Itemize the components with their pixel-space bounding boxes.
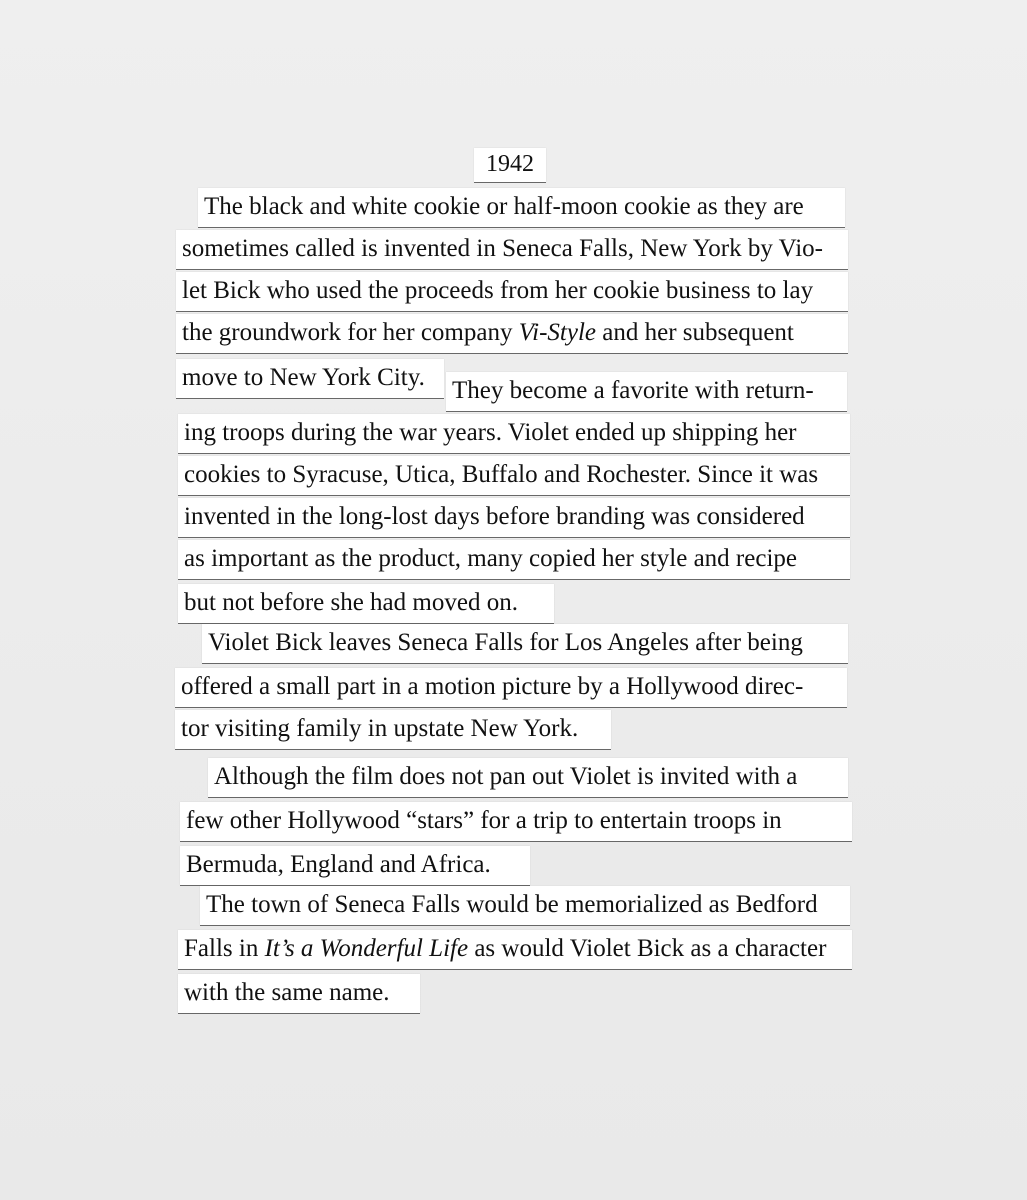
strip-text: as would Violet Bick as a character: [474, 935, 827, 962]
text-strip: but not before she had moved on.: [178, 584, 554, 623]
text-strip: The black and white cookie or half-moon cookie as they are: [198, 188, 845, 227]
text-strip: They become a favorite with return-: [446, 372, 847, 411]
text-strip: tor visiting family in upstate New York.: [175, 710, 611, 749]
text-strip: as important as the product, many copied her style and recipe: [178, 540, 850, 579]
text-strip: ing troops during the war years. Violet ended up shipping her: [178, 414, 850, 453]
film-title: It’s a Wonderful Life: [264, 935, 469, 962]
text-strip: move to New York City.: [176, 359, 444, 398]
text-strip: Bermuda, England and Africa.: [180, 846, 530, 885]
strip-text: Falls in: [184, 935, 259, 962]
text-strip: Although the film does not pan out Violet is invited with a: [208, 758, 848, 797]
text-strip: sometimes called is invented in Seneca Falls, New York by Vio-: [176, 230, 848, 269]
text-strip: The town of Seneca Falls would be memorialized as Bedford: [200, 886, 850, 925]
text-strip: few other Hollywood “stars” for a trip to entertain troops in: [180, 802, 852, 841]
year-heading: 1942: [474, 148, 546, 182]
text-strip: invented in the long-lost days before branding was considered: [178, 498, 850, 537]
text-strip: [176, 314, 848, 353]
text-strip: let Bick who used the proceeds from her cookie business to lay: [176, 272, 848, 311]
company-name: Vi-Style: [518, 319, 596, 346]
text-strip: Violet Bick leaves Seneca Falls for Los Angeles after being: [202, 624, 848, 663]
text-strip: with the same name.: [178, 974, 420, 1013]
text-strip: offered a small part in a motion picture by a Hollywood direc-: [175, 668, 847, 707]
text-strip: cookies to Syracuse, Utica, Buffalo and Rochester. Since it was: [178, 456, 850, 495]
text-strip: [178, 930, 852, 969]
strip-text: the groundwork for her company: [182, 319, 513, 346]
strip-text: and her subsequent: [602, 319, 794, 346]
